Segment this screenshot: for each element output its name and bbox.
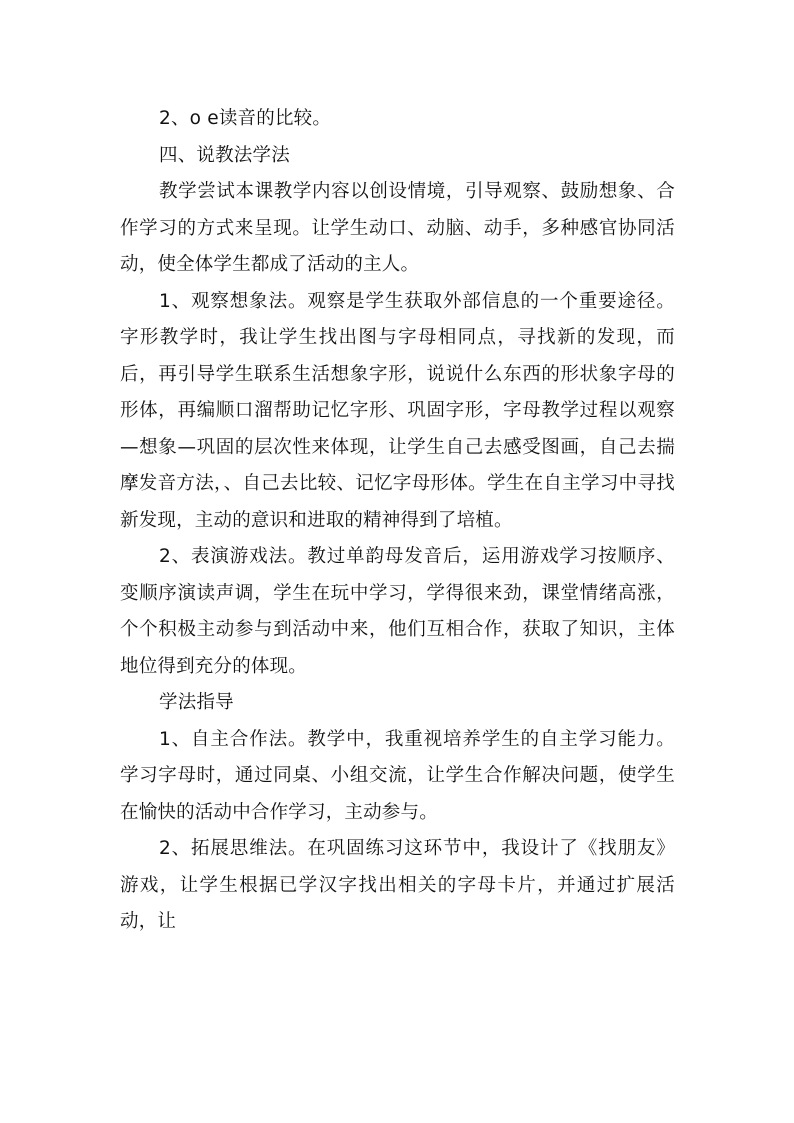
paragraph-cooperative-method: 1、自主合作法。教学中，我重视培养学生的自主学习能力。学习字母时，通过同桌、小组交流，让学生合作解决问题，使学生在愉快的活动中合作学习，主动参与。	[120, 728, 675, 823]
section-heading-teaching-methods: 四、说教法学法	[159, 144, 290, 166]
paragraph-thinking-method: 2、拓展思维法。在巩固练习这环节中，我设计了《找朋友》游戏，让学生根据已学汉字找出相关的字母卡片，并通过扩展活动，让	[120, 838, 675, 932]
document-body	[120, 101, 675, 941]
paragraph-game-method: 2、表演游戏法。教过单韵母发音后，运用游戏学习按顺序、变顺序演读声调，学生在玩中学习，学得很来劲，课堂情绪高涨，个个积极主动参与到活动中来，他们互相合作，获取了知识，主体地位得到充分的体现。	[120, 546, 675, 677]
subheading-learning-guidance: 学法指导	[159, 692, 234, 713]
paragraph-observation-method: 1、观察想象法。观察是学生获取外部信息的一个重要途径。字形教学时，我让学生找出图与字母相同点，寻找新的发现，而后，再引导学生联系生活想象字形，说说什么东西的形状象字母的形体，再编顺口溜帮助记忆字形、巩固字形，字母教学过程以观察—想象—巩固的层次性来体现，让学生自己去感受图画，自己去揣摩发音方法，、自己去比较、记忆字母形体。学生在自主学习中寻找新发现，主动的意识和进取的精神得到了培植。	[120, 290, 675, 531]
paragraph-oe-comparison: 2、o e读音的比较。	[159, 108, 332, 129]
paragraph-teaching-approach: 教学尝试本课教学内容以创设情境，引导观察、鼓励想象、合作学习的方式来呈现。让学生动口、动脑、动手，多种感官协同活动，使全体学生都成了活动的主人。	[120, 181, 675, 275]
